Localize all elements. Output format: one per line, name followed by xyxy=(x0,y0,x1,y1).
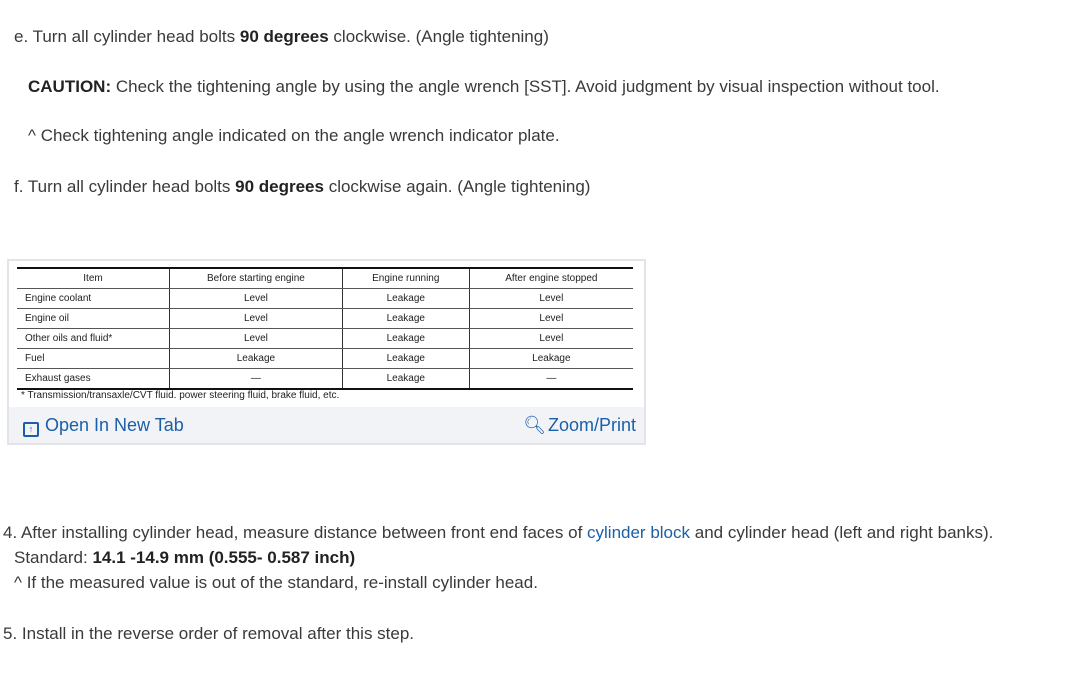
step-e: e. Turn all cylinder head bolts 90 degrees clockwise. (Angle tightening) xyxy=(14,27,549,46)
col-header: After engine stopped xyxy=(469,268,633,289)
table-cell: Leakage xyxy=(342,369,469,390)
table-cell: — xyxy=(170,369,343,390)
table-row xyxy=(17,349,633,369)
open-tab-icon: ↑ xyxy=(23,422,39,437)
table-cell: Other oils and fluid* xyxy=(17,329,170,349)
table-cell: Level xyxy=(170,289,343,309)
table-cell: Leakage xyxy=(342,289,469,309)
zoom-print-link[interactable]: 🔍︎ Zoom/Print xyxy=(523,415,636,435)
col-header: Engine running xyxy=(342,268,469,289)
step-f: f. Turn all cylinder head bolts 90 degrees clockwise again. (Angle tightening) xyxy=(14,177,591,196)
step-5: 5. Install in the reverse order of removal after this step. xyxy=(3,624,415,643)
standard: Standard: 14.1 -14.9 mm (0.555- 0.587 inch) xyxy=(14,548,356,567)
cylinder-block-link[interactable]: cylinder block xyxy=(587,523,691,542)
table-cell: Exhaust gases xyxy=(17,369,170,390)
table-cell: Leakage xyxy=(469,349,633,369)
table-cell: Leakage xyxy=(170,349,343,369)
caution: CAUTION: Check the tightening angle by using the angle wrench [SST]. Avoid judgment by visual inspection without tool. xyxy=(28,77,940,96)
col-header: Before starting engine xyxy=(170,268,343,289)
table-cell: Level xyxy=(469,329,633,349)
table-cell: Leakage xyxy=(342,349,469,369)
col-header: Item xyxy=(17,268,170,289)
inspection-table-figure xyxy=(7,259,646,445)
inspection-table xyxy=(17,267,633,390)
table-cell: Level xyxy=(469,309,633,329)
table-row xyxy=(17,309,633,329)
table-row xyxy=(17,289,633,309)
table-cell: Level xyxy=(469,289,633,309)
table-cell: Engine coolant xyxy=(17,289,170,309)
figure-toolbar xyxy=(9,407,644,443)
zoom-in-icon: 🔍︎ xyxy=(523,415,546,435)
table-cell: Level xyxy=(170,329,343,349)
table-cell: Level xyxy=(170,309,343,329)
table-cell: — xyxy=(469,369,633,390)
table-cell: Engine oil xyxy=(17,309,170,329)
table-footnote: * Transmission/transaxle/CVT fluid. power steering fluid, brake fluid, etc. xyxy=(21,390,340,401)
table-cell: Fuel xyxy=(17,349,170,369)
step-4-note: ^ If the measured value is out of the standard, re-install cylinder head. xyxy=(14,573,538,592)
table-row xyxy=(17,329,633,349)
open-in-new-tab-link[interactable]: ↑ Open In New Tab xyxy=(23,415,184,437)
table-cell: Leakage xyxy=(342,329,469,349)
table-row xyxy=(17,369,633,390)
step-e-note: ^ Check tightening angle indicated on the angle wrench indicator plate. xyxy=(28,126,560,145)
step-4: 4. After installing cylinder head, measure distance between front end faces of cylinder block and cylinder head (left and right banks). xyxy=(3,523,994,542)
table-cell: Leakage xyxy=(342,309,469,329)
